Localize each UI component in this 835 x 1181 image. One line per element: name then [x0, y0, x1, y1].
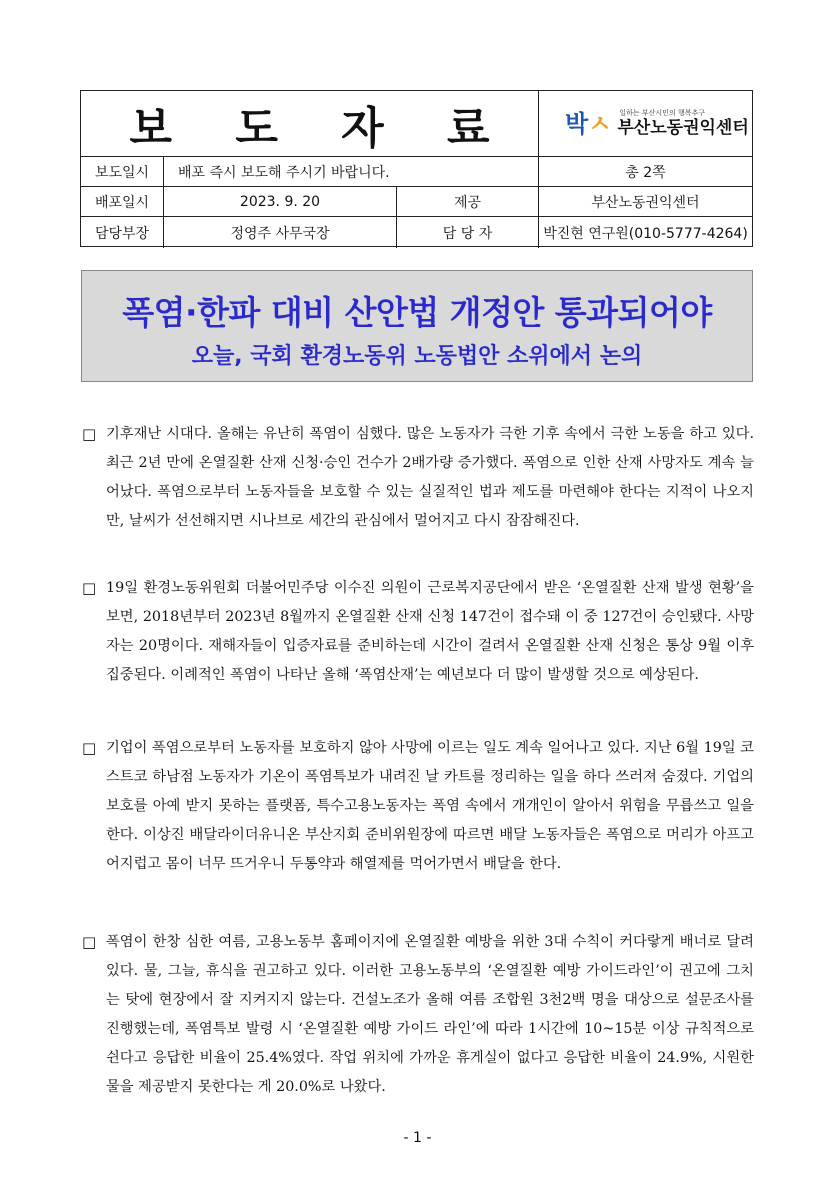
value-distribution-date: 2023. 9. 20 [163, 187, 396, 217]
page-number: - 1 - [403, 1130, 432, 1146]
checkbox-bullet-icon: □ [82, 739, 97, 757]
value-release-time: 배포 즉시 보도해 주시기 바랍니다. [163, 157, 538, 187]
press-header-table [80, 90, 753, 247]
logo-tagline: 일하는 부산시민의 행복추구 [619, 109, 705, 117]
headline-subtitle: 오늘, 국회 환경노동위 노동법안 소위에서 논의 [191, 344, 643, 369]
headline-box [81, 270, 753, 382]
checkbox-bullet-icon: □ [82, 425, 97, 443]
paragraph-text: 기업이 폭염으로부터 노동자를 보호하지 않아 사망에 이르는 일도 계속 일어나고 있다. 지난 6월 19일 코스트코 하남점 노동자가 기온이 폭염특보가 내려진 날 카트를 정리하는 일을 하다 쓰러져 숨졌다. 기업의 보호를 아예 받지 못하는 플랫폼, 특수고용노동자는 폭염 속에서 개개인이 알아서 위험을 무릅쓰고 일을 한다. 이상진 배달라이더유니온 부산지회 준비위원장에 따르면 배달 노동자들은 폭염으로 머리가 아프고 어지럽고 몸이 너무 뜨거우니 두통약과 해열제를 먹어가면서 배달을 한다. [106, 740, 754, 872]
organization-logo [538, 91, 752, 156]
label-provider: 제공 [396, 187, 538, 217]
paragraph-2 [82, 574, 754, 690]
logo-mark-icon: 박 ㅅ [565, 109, 612, 138]
paragraph-1 [82, 420, 754, 536]
paragraph-text: 폭염이 한창 심한 여름, 고용노동부 홈페이지에 온열질환 예방을 위한 3대 수칙이 커다랗게 배너로 달려 있다. 물, 그늘, 휴식을 권고하고 있다. 이러한 고용노동부의 ‘온열질환 예방 가이드라인’이 권고에 그치는 탓에 현장에서 잘 지켜지지 않는다. 건설노조가 올해 여름 조합원 3천2백 명을 대상으로 설문조사를 진행했는데, 폭염특보 발령 시 ‘온열질환 예방 가이드 라인’에 따라 1시간에 10~15분 이상 규칙적으로 쉰다고 응답한 비율이 25.4%였다. 작업 위치에 가까운 휴게실이 없다고 응답한 비율이 24.9%, 시원한 물을 제공받지 못한다는 게 20.0%로 나왔다. [106, 934, 754, 1095]
page-count: 총 2쪽 [538, 157, 752, 187]
label-release-time: 보도일시 [94, 165, 150, 181]
paragraph-4 [82, 928, 754, 1102]
row-distribution-date [81, 186, 752, 217]
label-distribution-date: 배포일시 [94, 195, 150, 211]
paragraph-text: 기후재난 시대다. 올해는 유난히 폭염이 심했다. 많은 노동자가 극한 기후 속에서 극한 노동을 하고 있다. 최근 2년 만에 온열질환 산재 신청·승인 건수가 2배가량 증가했다. 폭염으로 인한 산재 사망자도 계속 늘어났다. 폭염으로부터 노동자들을 보호할 수 있는 실질적인 법과 제도를 마련해야 한다는 지적이 나오지만, 날씨가 선선해지면 시나브로 세간의 관심에서 멀어지고 다시 잠잠해진다. [106, 426, 754, 529]
value-provider: 부산노동권익센터 [538, 187, 752, 217]
headline-title: 폭염·한파 대비 산안법 개정안 통과되어야 [122, 293, 712, 332]
document-title-cell [81, 91, 538, 156]
document-title: 보 도 자 료 [129, 102, 514, 154]
logo-name: 부산노동권익센터 [617, 118, 749, 138]
paragraph-3 [82, 734, 754, 879]
checkbox-bullet-icon: □ [82, 579, 97, 597]
label-contact-person: 담 당 자 [396, 217, 538, 248]
row-release-time [81, 156, 752, 187]
paragraph-text: 19일 환경노동위원회 더불어민주당 이수진 의원이 근로복지공단에서 받은 ‘온열질환 산재 발생 현황’을 보면, 2018년부터 2023년 8월까지 온열질환 산재 신청 147건이 접수돼 이 중 127건이 승인됐다. 사망자는 20명이다. 재해자들이 입증자료를 준비하는데 시간이 걸려서 온열질환 산재 신청은 통상 9월 이후 집중된다. 이례적인 폭염이 나타난 올해 ‘폭염산재’는 예년보다 더 많이 발생할 것으로 예상된다. [106, 580, 754, 683]
checkbox-bullet-icon: □ [82, 933, 97, 951]
row-contact [81, 216, 752, 248]
label-manager: 담당부장 [94, 225, 150, 242]
value-manager: 정영주 사무국장 [163, 217, 396, 248]
value-contact-person: 박진현 연구원(010-5777-4264) [538, 217, 752, 248]
